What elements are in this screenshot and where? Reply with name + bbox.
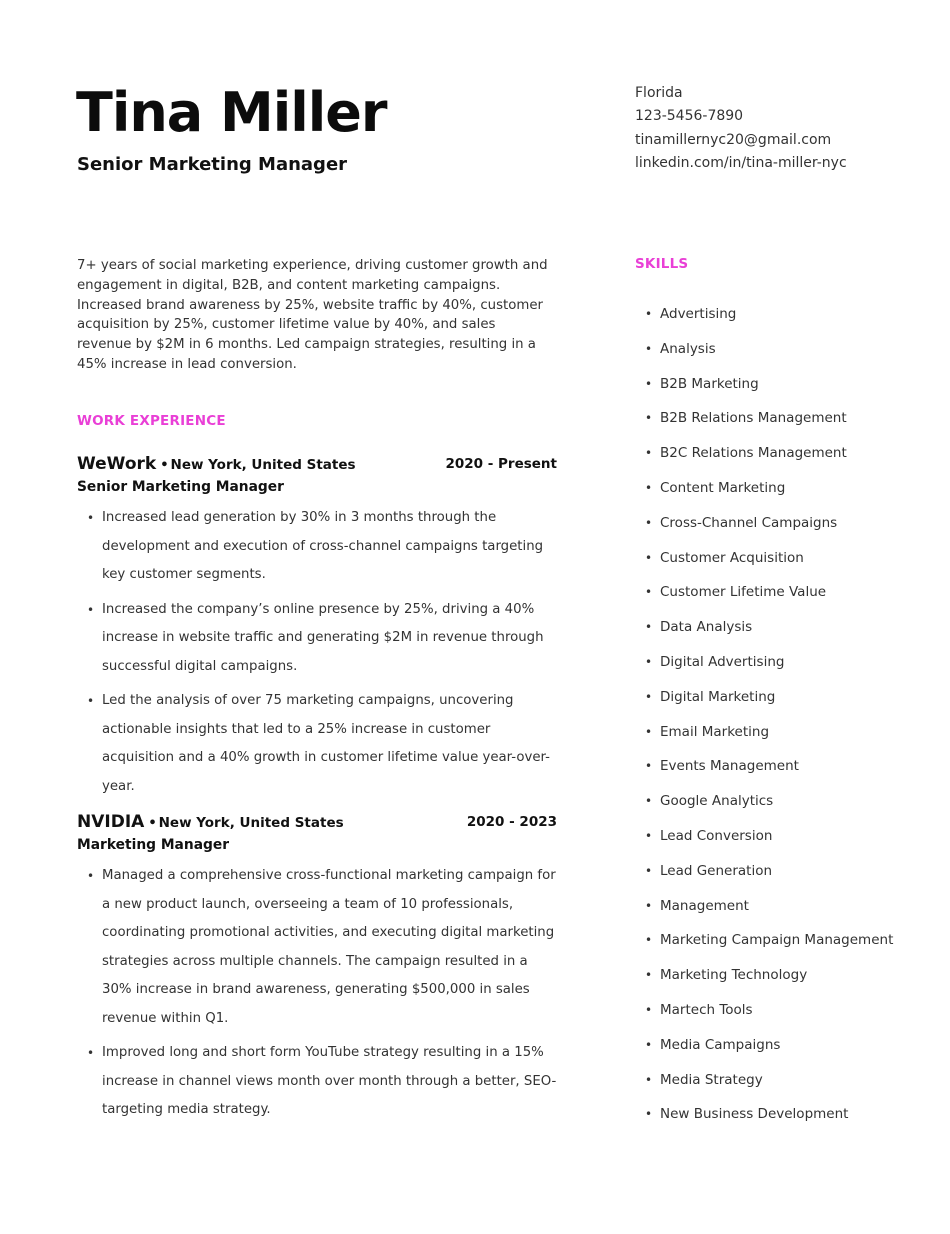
skill-item: • Media Campaigns bbox=[635, 1031, 935, 1061]
job-role: Senior Marketing Manager bbox=[77, 479, 284, 495]
skill-item: • Management bbox=[635, 892, 935, 922]
work-experience-heading: WORK EXPERIENCE bbox=[77, 413, 226, 429]
skill-item: • B2B Relations Management bbox=[635, 404, 935, 434]
skill-item: • Customer Lifetime Value bbox=[635, 578, 935, 608]
job-header bbox=[77, 454, 557, 476]
candidate-name: Tina Miller bbox=[76, 81, 387, 144]
job-separator: • bbox=[148, 816, 157, 831]
skill-item: • Events Management bbox=[635, 752, 935, 782]
skill-item: • Email Marketing bbox=[635, 718, 935, 748]
job-company: WeWork bbox=[77, 454, 157, 474]
professional-summary: 7+ years of social marketing experience, driving customer growth and engagement in digital, B2B, and content marketing campaigns. Increased brand awareness by 25%, website traffic by 40%, customer acquisition by 25%, customer lifetime value by 40%, and sales revenue by $2M in 6 months. Led campaign strategies, resulting in a 45% increase in lead conversion. bbox=[77, 258, 548, 372]
contact-linkedin: linkedin.com/in/tina-miller-nyc bbox=[635, 154, 847, 171]
skill-item: • Analysis bbox=[635, 335, 935, 365]
skill-item: • B2B Marketing bbox=[635, 370, 935, 400]
job-bullets bbox=[77, 862, 557, 1125]
job-company: NVIDIA bbox=[77, 812, 145, 832]
skills-list bbox=[635, 300, 935, 1135]
skill-item: • Lead Conversion bbox=[635, 822, 935, 852]
skill-item: • Customer Acquisition bbox=[635, 544, 935, 574]
skill-item: • Marketing Technology bbox=[635, 961, 935, 991]
skill-item: • Digital Advertising bbox=[635, 648, 935, 678]
job-entry bbox=[77, 812, 557, 1131]
skill-item: • Martech Tools bbox=[635, 996, 935, 1026]
job-dates: 2020 - Present bbox=[445, 456, 557, 472]
skill-item: • Content Marketing bbox=[635, 474, 935, 504]
job-bullet: • Managed a comprehensive cross-functional marketing campaign for a new product launch, overseeing a team of 10 professionals, coordinating promotional activities, and executing digital marketing strategies across multiple channels. The campaign resulted in a 30% increase in brand awareness, generating $500,000 in sales revenue within Q1. bbox=[77, 862, 557, 1033]
job-separator: • bbox=[160, 458, 169, 473]
job-bullet: • Increased the company’s online presence by 25%, driving a 40% increase in website traffic and generating $2M in revenue through successful digital campaigns. bbox=[77, 596, 557, 682]
skill-item: • Media Strategy bbox=[635, 1066, 935, 1096]
job-location: New York, United States bbox=[170, 457, 356, 473]
job-bullets bbox=[77, 504, 557, 801]
skill-item: • Marketing Campaign Management bbox=[635, 926, 935, 956]
job-location: New York, United States bbox=[158, 815, 344, 831]
job-role: Marketing Manager bbox=[77, 837, 230, 853]
contact-email: tinamillernyc20@gmail.com bbox=[635, 131, 832, 148]
job-header bbox=[77, 812, 557, 834]
contact-location: Florida bbox=[635, 85, 683, 101]
job-entry bbox=[77, 454, 557, 807]
skill-item: • B2C Relations Management bbox=[635, 439, 935, 469]
job-dates: 2020 - 2023 bbox=[466, 814, 557, 830]
candidate-title: Senior Marketing Manager bbox=[77, 154, 348, 175]
skill-item: • Digital Marketing bbox=[635, 683, 935, 713]
job-bullet: • Led the analysis of over 75 marketing campaigns, uncovering actionable insights that led to a 25% increase in customer acquisition and a 40% growth in customer lifetime value year-over-year. bbox=[77, 687, 557, 801]
skill-item: • Cross-Channel Campaigns bbox=[635, 509, 935, 539]
contact-phone: 123-5456-7890 bbox=[635, 108, 744, 125]
skill-item: • Data Analysis bbox=[635, 613, 935, 643]
skill-item: • Advertising bbox=[635, 300, 935, 330]
skills-heading: SKILLS bbox=[635, 256, 689, 272]
skill-item: • Google Analytics bbox=[635, 787, 935, 817]
skill-item: • New Business Development bbox=[635, 1100, 935, 1130]
job-bullet: • Improved long and short form YouTube strategy resulting in a 15% increase in channel views month over month through a better, SEO-targeting media strategy. bbox=[77, 1039, 557, 1125]
skill-item: • Lead Generation bbox=[635, 857, 935, 887]
contact-block bbox=[635, 82, 847, 175]
job-bullet: • Increased lead generation by 30% in 3 months through the development and execution of cross-channel campaigns targeting key customer segments. bbox=[77, 504, 557, 590]
